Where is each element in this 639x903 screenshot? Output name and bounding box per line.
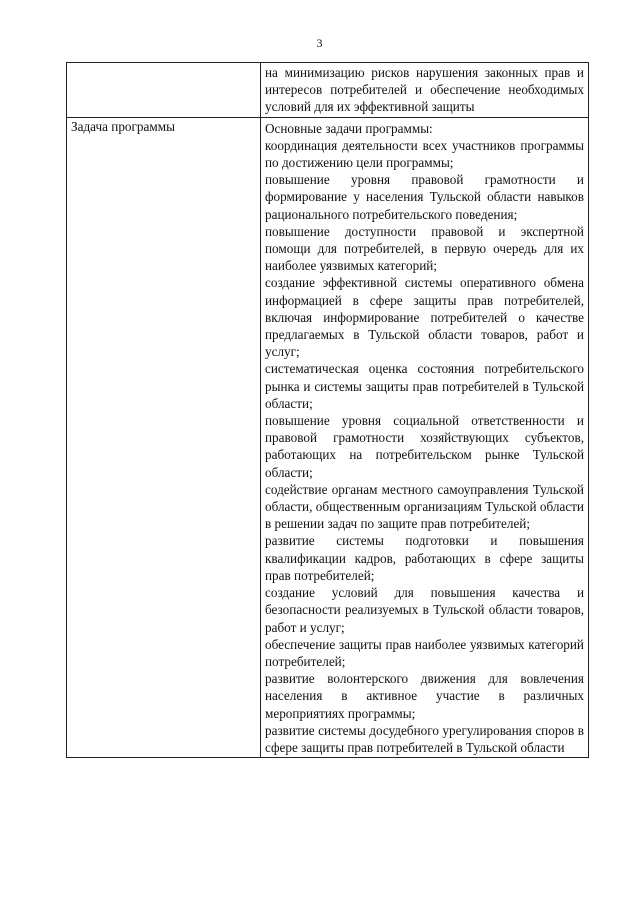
task-item: повышение уровня правовой грамотности и формирование у населения Тульской области навыков рационального потребительского поведения; xyxy=(265,172,584,222)
task-item: обеспечение защиты прав наиболее уязвимых категорий потребителей; xyxy=(265,636,584,669)
table-row-continuation xyxy=(67,63,589,118)
content-cell-continuation xyxy=(261,63,589,118)
task-item: развитие волонтерского движения для вовлечения населения в активное участие в различных мероприятиях программы; xyxy=(265,671,584,721)
task-item: создание условий для повышения качества и безопасности реализуемых в Тульской области товаров, работ и услуг; xyxy=(265,585,584,635)
continuation-text: на минимизацию рисков нарушения законных прав и интересов потребителей и обеспечение необходимых условий для их эффективной защиты xyxy=(265,65,584,115)
task-item: развитие системы досудебного урегулирования споров в сфере защиты прав потребителей в Тульской области xyxy=(265,722,584,755)
label-cell-empty xyxy=(67,63,261,118)
content-cell-tasks xyxy=(261,117,589,758)
label-cell-tasks: Задача программы xyxy=(67,117,261,758)
page-number: 3 xyxy=(316,36,323,50)
task-item: содействие органам местного самоуправления Тульской области, общественным организациям Тульской области в решении задач по защите прав потребителей; xyxy=(265,481,584,532)
table-row-tasks xyxy=(67,117,589,758)
task-item: повышение доступности правовой и экспертной помощи для потребителей, в первую очередь для их наиболее уязвимых категорий; xyxy=(265,223,584,274)
task-item: координация деятельности всех участников программы по достижению цели программы; xyxy=(265,137,584,171)
task-item: повышение уровня социальной ответственности и правовой грамотности хозяйствующих субъектов, работающих на потребительском рынке Тульской области; xyxy=(265,413,584,480)
tasks-intro: Основные задачи программы: xyxy=(265,120,433,136)
task-item: развитие системы подготовки и повышения квалификации кадров, работающих в сфере защиты прав потребителей; xyxy=(265,533,584,583)
task-item: создание эффективной системы оперативного обмена информацией в сфере защиты прав потребителей, включая информирование потребителей о качестве предлагаемых в Тульской области товаров, работ и услуг; xyxy=(265,275,584,360)
program-passport-table xyxy=(66,62,589,758)
task-item: систематическая оценка состояния потребительского рынка и системы защиты прав потребителей в Тульской области; xyxy=(265,361,584,411)
